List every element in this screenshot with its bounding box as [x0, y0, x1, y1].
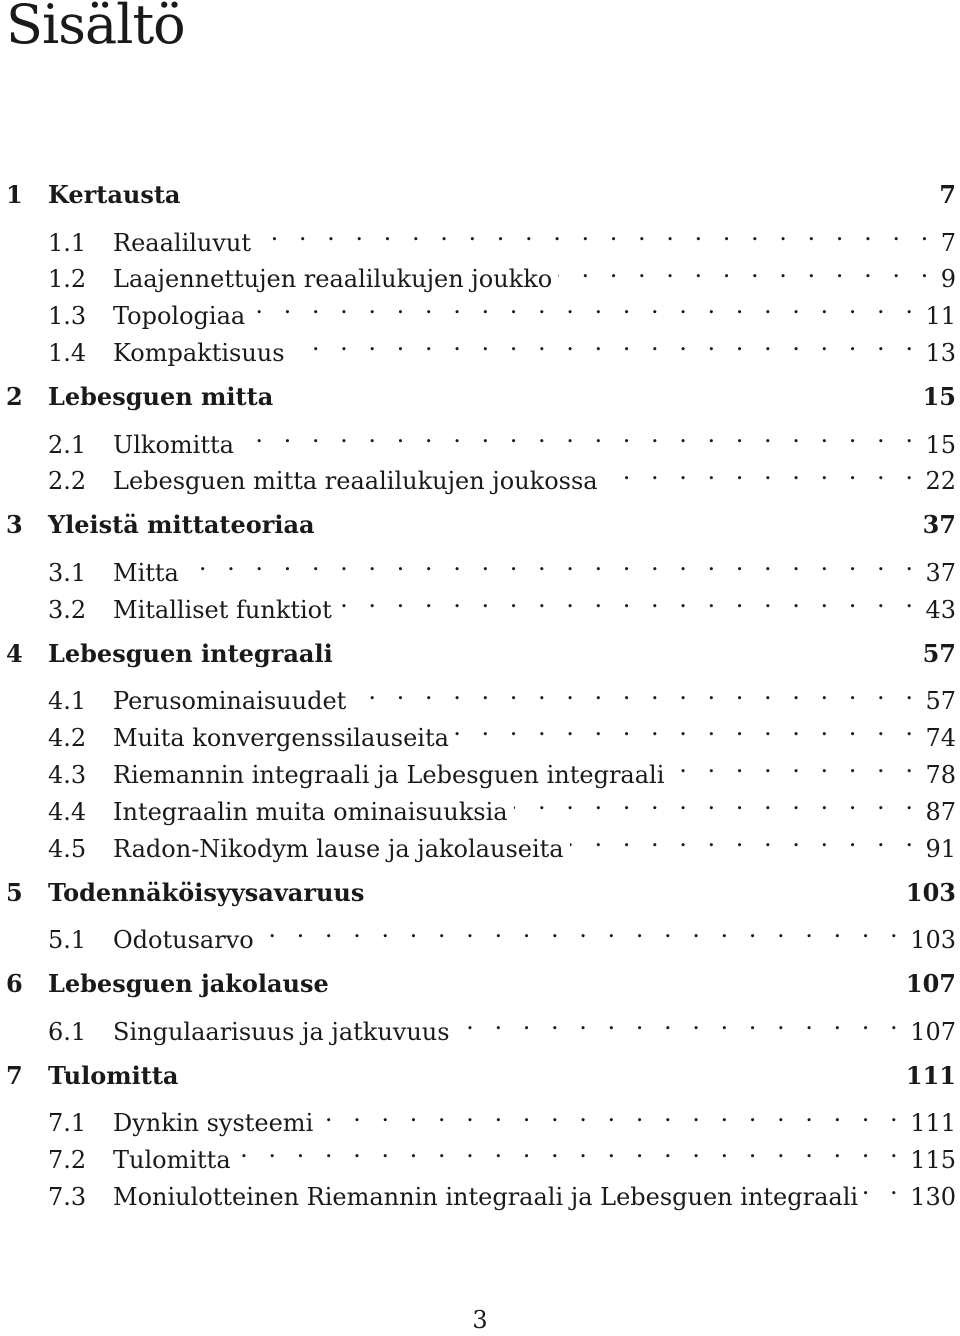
dot-leader — [251, 287, 919, 324]
section-page-number: 111 — [910, 1109, 956, 1138]
section-number: 1.1 — [48, 228, 87, 257]
toc-chapter — [6, 507, 956, 624]
chapter-page-number: 7 — [939, 180, 956, 209]
toc-chapter-entry[interactable] — [6, 875, 956, 912]
dot-leader — [455, 709, 920, 746]
section-title: Lebesguen mitta reaalilukujen joukossa — [113, 467, 598, 496]
section-title: Laajennettujen reaalilukujen joukko — [113, 265, 553, 294]
section-title: Topologiaa — [113, 302, 246, 331]
page-title: Sisältö — [6, 0, 185, 56]
toc-section-entry[interactable] — [6, 1003, 956, 1046]
chapter-number: 3 — [6, 510, 23, 540]
section-number: 4.3 — [48, 760, 87, 789]
section-title: Mitta — [113, 558, 179, 587]
toc-chapter — [6, 966, 956, 1046]
section-number: 4.5 — [48, 834, 87, 863]
chapter-number: 6 — [6, 969, 23, 999]
section-title: Odotusarvo — [113, 926, 254, 955]
section-number: 5.1 — [48, 926, 87, 955]
section-page-number: 7 — [940, 228, 956, 257]
dot-leader — [319, 1095, 904, 1132]
section-number: 2.1 — [48, 430, 87, 459]
chapter-page-number: 107 — [905, 969, 956, 999]
toc-chapter-entry[interactable] — [6, 636, 956, 673]
toc-section-entry[interactable] — [6, 544, 956, 587]
toc-section-entry[interactable] — [6, 911, 956, 955]
toc-chapter-entry[interactable] — [6, 379, 956, 416]
section-page-number: 57 — [925, 687, 956, 716]
chapter-number: 1 — [6, 180, 23, 209]
section-title: Muita konvergenssilauseita — [113, 724, 449, 753]
toc-chapter-entry[interactable] — [6, 177, 956, 214]
dot-leader — [291, 324, 920, 361]
section-title: Singulaarisuus ja jatkuvuus — [113, 1017, 450, 1046]
chapter-number: 7 — [6, 1060, 23, 1090]
chapter-title: Tulomitta — [48, 1060, 179, 1090]
dot-leader — [237, 1131, 905, 1168]
section-title: Mitalliset funktiot — [113, 595, 332, 624]
chapter-page-number: 15 — [922, 381, 956, 411]
section-page-number: 107 — [910, 1017, 956, 1046]
toc-chapter-entry[interactable] — [6, 966, 956, 1003]
toc-chapter-entry[interactable] — [6, 507, 956, 544]
dot-leader — [240, 416, 920, 453]
section-title: Dynkin systeemi — [113, 1109, 314, 1138]
section-page-number: 91 — [925, 834, 956, 863]
chapter-title: Lebesguen integraali — [48, 638, 333, 668]
toc-chapter — [6, 177, 956, 367]
section-page-number: 37 — [925, 558, 956, 587]
section-title: Reaaliluvut — [113, 228, 252, 257]
dot-leader — [456, 1003, 905, 1040]
footer-page-number: 3 — [472, 1306, 488, 1334]
chapter-number: 4 — [6, 638, 23, 668]
section-page-number: 78 — [925, 760, 956, 789]
chapter-number: 2 — [6, 381, 23, 411]
section-number: 4.4 — [48, 797, 87, 826]
chapter-title: Lebesguen mitta — [48, 381, 274, 411]
toc-section-entry[interactable] — [6, 214, 956, 257]
chapter-page-number: 111 — [905, 1060, 956, 1090]
section-page-number: 11 — [925, 302, 956, 331]
toc-chapter — [6, 636, 956, 863]
dot-leader — [185, 544, 920, 581]
chapter-title: Kertausta — [48, 180, 181, 209]
toc-section-entry[interactable] — [6, 1095, 956, 1138]
dot-leader — [670, 746, 919, 783]
toc-chapter — [6, 379, 956, 496]
section-title: Integraalin muita ominaisuuksia — [113, 797, 508, 826]
section-number: 4.1 — [48, 687, 87, 716]
chapter-title: Todennäköisyysavaruus — [48, 877, 365, 907]
dot-leader — [558, 251, 935, 288]
chapter-page-number: 103 — [905, 877, 956, 907]
dot-leader — [570, 820, 920, 857]
section-title: Radon-Nikodym lause ja jakolauseita — [113, 834, 564, 863]
section-title: Riemannin integraali ja Lebesguen integraali — [113, 760, 665, 789]
section-page-number: 9 — [940, 265, 956, 294]
section-title: Kompaktisuus — [113, 338, 285, 367]
section-page-number: 87 — [925, 797, 956, 826]
table-of-contents — [6, 177, 956, 1223]
section-number: 7.3 — [48, 1182, 87, 1211]
section-page-number: 13 — [925, 338, 956, 367]
section-page-number: 22 — [925, 467, 956, 496]
dot-leader — [352, 673, 919, 710]
section-page-number: 74 — [925, 724, 956, 753]
chapter-title: Yleistä mittateoriaa — [48, 510, 315, 540]
dot-leader — [514, 783, 920, 820]
chapter-page-number: 37 — [922, 510, 956, 540]
dot-leader — [864, 1168, 904, 1205]
section-page-number: 43 — [925, 595, 956, 624]
section-title: Ulkomitta — [113, 430, 234, 459]
toc-chapter — [6, 1058, 956, 1211]
section-number: 3.1 — [48, 558, 87, 587]
section-number: 6.1 — [48, 1017, 87, 1046]
section-number: 3.2 — [48, 595, 87, 624]
section-number: 7.2 — [48, 1146, 87, 1175]
toc-section-entry[interactable] — [6, 416, 956, 459]
section-number: 1.2 — [48, 265, 87, 294]
dot-leader — [257, 214, 935, 251]
section-page-number: 103 — [910, 926, 956, 955]
section-number: 4.2 — [48, 724, 87, 753]
dot-leader — [604, 453, 920, 490]
dot-leader — [260, 911, 904, 948]
section-page-number: 115 — [910, 1146, 956, 1175]
section-title: Perusominaisuudet — [113, 687, 347, 716]
section-number: 7.1 — [48, 1109, 87, 1138]
chapter-title: Lebesguen jakolause — [48, 969, 329, 999]
section-number: 1.3 — [48, 302, 87, 331]
toc-chapter-entry[interactable] — [6, 1058, 956, 1095]
toc-section-entry[interactable] — [6, 673, 956, 716]
section-page-number: 15 — [925, 430, 956, 459]
toc-chapter — [6, 875, 956, 955]
dot-leader — [338, 581, 920, 618]
chapter-number: 5 — [6, 877, 23, 907]
section-title: Tulomitta — [113, 1146, 231, 1175]
section-page-number: 130 — [910, 1182, 956, 1211]
chapter-page-number: 57 — [922, 638, 956, 668]
section-number: 2.2 — [48, 467, 87, 496]
section-number: 1.4 — [48, 338, 87, 367]
section-title: Moniulotteinen Riemannin integraali ja Lebesguen integraali — [113, 1182, 859, 1211]
